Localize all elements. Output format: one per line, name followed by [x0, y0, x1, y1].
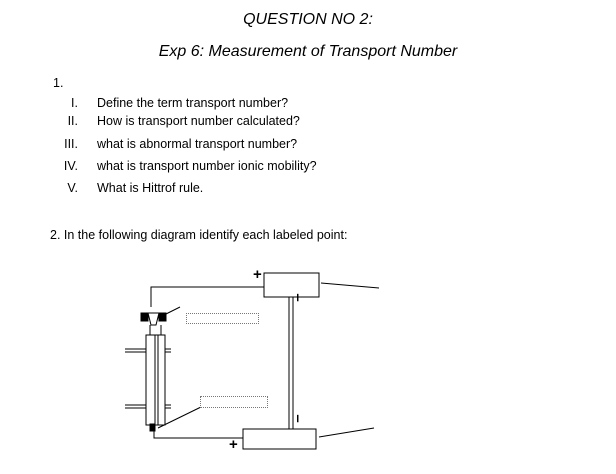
item-numeral: III. [64, 137, 78, 151]
bottom-box-arrow-line [319, 428, 374, 437]
label-blank-upper [186, 313, 259, 324]
list-item: what is abnormal transport number? [97, 137, 298, 151]
item-numeral: II. [67, 114, 78, 128]
item-numeral: I. [71, 96, 78, 110]
electrode-bottom [150, 424, 155, 431]
list-item: What is Hittrof rule. [97, 181, 204, 195]
top-wire [151, 287, 264, 307]
top-box-positive-sign: + [253, 266, 262, 283]
list-item: what is transport number ionic mobility? [97, 159, 317, 173]
stopcock-left [141, 313, 148, 321]
bottom-box-positive-sign: + [229, 436, 238, 453]
list-item: Define the term transport number? [97, 96, 289, 110]
stopcock-right [159, 313, 166, 321]
item-numeral: IV. [63, 159, 78, 173]
stopcock-funnel [148, 313, 159, 325]
question-heading: QUESTION NO 2: [243, 11, 373, 28]
bottom-power-box [243, 429, 316, 449]
experiment-title: Exp 6: Measurement of Transport Number [158, 43, 458, 60]
item-numeral: V. [67, 181, 78, 195]
top-box-negative-sign: – [289, 293, 307, 302]
list-item: How is transport number calculated? [97, 114, 300, 128]
question-1-number: 1. [53, 76, 64, 90]
label-blank-lower [200, 396, 268, 408]
question-2-text: 2. In the following diagram identify each labeled point: [50, 228, 348, 242]
bottom-box-negative-sign: – [289, 414, 307, 423]
top-box-arrow-line [321, 283, 379, 288]
leader-line [158, 407, 201, 428]
